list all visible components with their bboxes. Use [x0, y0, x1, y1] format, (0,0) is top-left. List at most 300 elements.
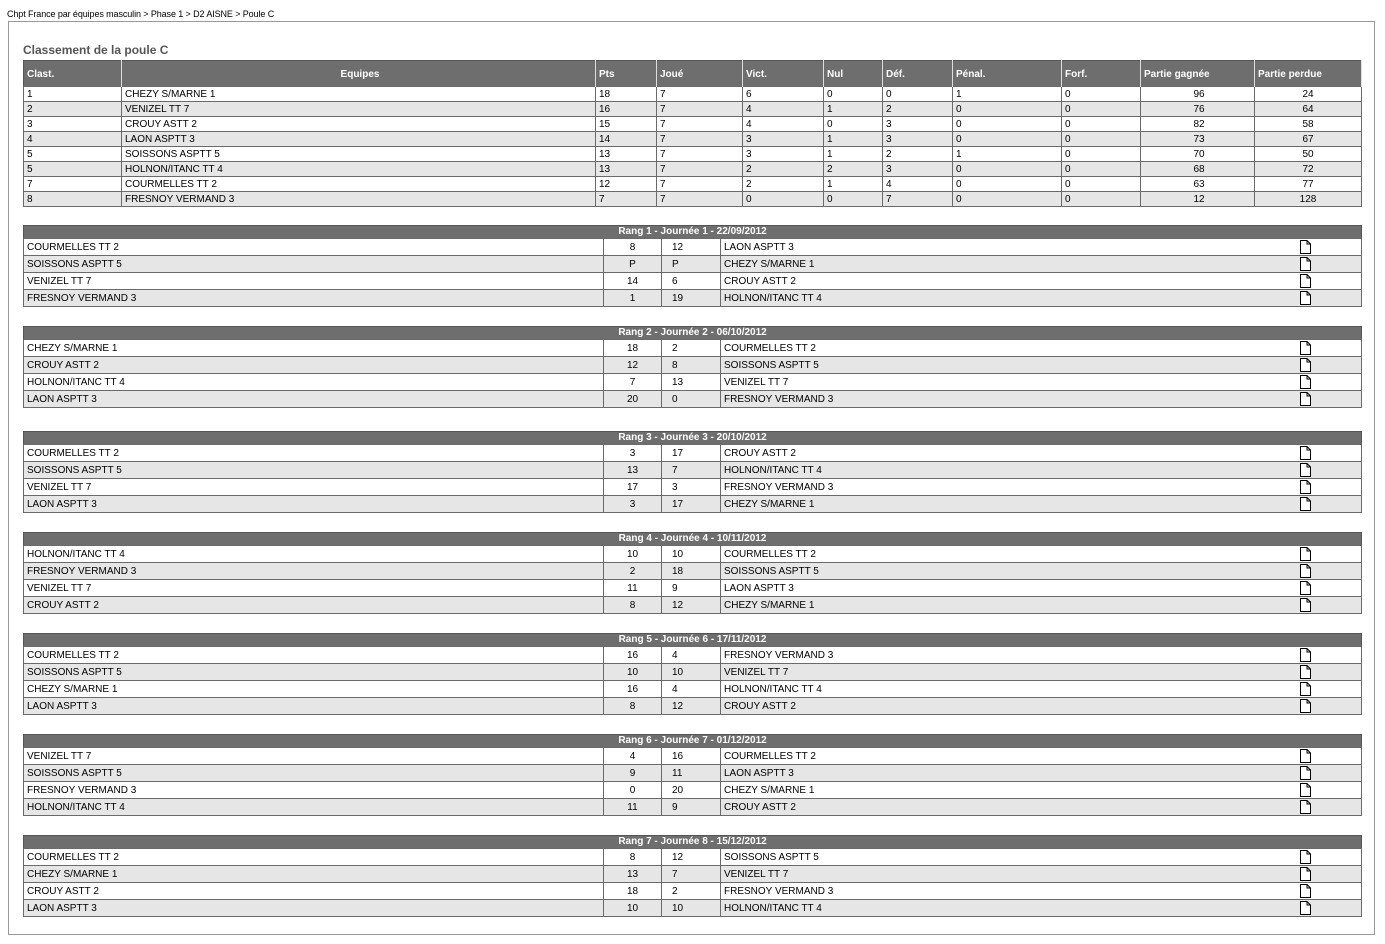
match-row [24, 782, 1362, 799]
match-sheet-cell[interactable] [1300, 866, 1362, 883]
home-team: LAON ASPTT 3 [24, 900, 604, 917]
document-icon[interactable] [1300, 547, 1311, 561]
standings-cell: 1 [824, 147, 883, 162]
standings-cell: 72 [1255, 162, 1362, 177]
standings-cell: 0 [1062, 87, 1141, 102]
col-header-def: Déf. [883, 61, 953, 87]
round-title: Rang 5 - Journée 6 - 17/11/2012 [24, 634, 1362, 647]
standings-row [24, 177, 1362, 192]
match-sheet-cell[interactable] [1300, 340, 1362, 357]
standings-cell: 0 [1062, 177, 1141, 192]
standings-cell: 0 [1062, 102, 1141, 117]
standings-cell: 2 [743, 177, 824, 192]
round-table [23, 225, 1362, 307]
home-score: 13 [604, 866, 662, 883]
document-icon[interactable] [1300, 648, 1311, 662]
home-score: 0 [604, 782, 662, 799]
away-score: 9 [662, 580, 721, 597]
standings-cell: 63 [1141, 177, 1255, 192]
standings-cell: 8 [24, 192, 122, 207]
away-score: 10 [662, 546, 721, 563]
match-sheet-cell[interactable] [1300, 681, 1362, 698]
document-icon[interactable] [1300, 564, 1311, 578]
away-score: 18 [662, 563, 721, 580]
away-team: FRESNOY VERMAND 3 [721, 647, 1300, 664]
home-score: 7 [604, 374, 662, 391]
match-row [24, 681, 1362, 698]
match-sheet-cell[interactable] [1300, 462, 1362, 479]
home-team: VENIZEL TT 7 [24, 479, 604, 496]
standings-cell: 68 [1141, 162, 1255, 177]
home-team: CHEZY S/MARNE 1 [24, 681, 604, 698]
standings-cell: LAON ASPTT 3 [122, 132, 596, 147]
home-score: 11 [604, 580, 662, 597]
away-score: 17 [662, 445, 721, 462]
document-icon[interactable] [1300, 480, 1311, 494]
away-team: CHEZY S/MARNE 1 [721, 597, 1300, 614]
standings-cell: 0 [1062, 132, 1141, 147]
away-score: 4 [662, 681, 721, 698]
match-sheet-cell[interactable] [1300, 357, 1362, 374]
standings-cell: FRESNOY VERMAND 3 [122, 192, 596, 207]
standings-cell: 7 [24, 177, 122, 192]
match-row [24, 563, 1362, 580]
col-header-partie-gagnee: Partie gagnée [1141, 61, 1255, 87]
match-row [24, 290, 1362, 307]
document-icon[interactable] [1300, 783, 1311, 797]
standings-cell: COURMELLES TT 2 [122, 177, 596, 192]
home-team: LAON ASPTT 3 [24, 391, 604, 408]
home-score: 16 [604, 647, 662, 664]
standings-cell: 50 [1255, 147, 1362, 162]
home-team: FRESNOY VERMAND 3 [24, 290, 604, 307]
home-score: 8 [604, 239, 662, 256]
away-score: 12 [662, 239, 721, 256]
standings-row [24, 117, 1362, 132]
away-score: 10 [662, 900, 721, 917]
standings-row [24, 192, 1362, 207]
match-row [24, 580, 1362, 597]
round-title: Rang 2 - Journée 2 - 06/10/2012 [24, 327, 1362, 340]
page-title: Classement de la poule C [23, 43, 169, 57]
home-score: 1 [604, 290, 662, 307]
away-score: 8 [662, 357, 721, 374]
standings-cell: 128 [1255, 192, 1362, 207]
standings-cell: 0 [883, 87, 953, 102]
away-team: CROUY ASTT 2 [721, 273, 1300, 290]
away-score: 12 [662, 849, 721, 866]
document-icon[interactable] [1300, 497, 1311, 511]
away-team: CROUY ASTT 2 [721, 445, 1300, 462]
document-icon[interactable] [1300, 665, 1311, 679]
standings-cell: CROUY ASTT 2 [122, 117, 596, 132]
home-score: 2 [604, 563, 662, 580]
match-sheet-cell[interactable] [1300, 849, 1362, 866]
match-sheet-cell[interactable] [1300, 290, 1362, 307]
document-icon[interactable] [1300, 274, 1311, 288]
match-row [24, 647, 1362, 664]
home-team: CROUY ASTT 2 [24, 597, 604, 614]
home-team: COURMELLES TT 2 [24, 239, 604, 256]
document-icon[interactable] [1300, 800, 1311, 814]
col-header-vict: Vict. [743, 61, 824, 87]
standings-cell: 7 [596, 192, 657, 207]
home-team: HOLNON/ITANC TT 4 [24, 546, 604, 563]
standings-cell: 67 [1255, 132, 1362, 147]
away-score: 6 [662, 273, 721, 290]
away-score: 3 [662, 479, 721, 496]
match-sheet-cell[interactable] [1300, 445, 1362, 462]
standings-cell: 12 [1141, 192, 1255, 207]
standings-cell: 4 [883, 177, 953, 192]
col-header-clast: Clast. [24, 61, 122, 87]
standings-cell: 73 [1141, 132, 1255, 147]
standings-cell: 16 [596, 102, 657, 117]
round-table [23, 734, 1362, 816]
home-team: COURMELLES TT 2 [24, 849, 604, 866]
away-team: CHEZY S/MARNE 1 [721, 782, 1300, 799]
standings-row [24, 147, 1362, 162]
standings-cell: 1 [824, 177, 883, 192]
standings-cell: 1 [953, 87, 1062, 102]
match-sheet-cell[interactable] [1300, 782, 1362, 799]
document-icon[interactable] [1300, 392, 1311, 406]
away-score: 2 [662, 340, 721, 357]
standings-cell: 15 [596, 117, 657, 132]
standings-cell: 0 [953, 162, 1062, 177]
standings-cell: 7 [657, 117, 743, 132]
home-score: 8 [604, 597, 662, 614]
match-sheet-cell[interactable] [1300, 496, 1362, 513]
match-sheet-cell[interactable] [1300, 374, 1362, 391]
home-score: 8 [604, 849, 662, 866]
standings-table [23, 60, 1362, 207]
col-header-equipes: Equipes [122, 61, 596, 87]
standings-cell: 2 [883, 102, 953, 117]
match-row [24, 900, 1362, 917]
standings-cell: 70 [1141, 147, 1255, 162]
standings-cell: 3 [743, 132, 824, 147]
standings-row [24, 102, 1362, 117]
home-score: 10 [604, 900, 662, 917]
home-team: COURMELLES TT 2 [24, 647, 604, 664]
match-sheet-cell[interactable] [1300, 563, 1362, 580]
away-team: FRESNOY VERMAND 3 [721, 883, 1300, 900]
standings-cell: 2 [824, 162, 883, 177]
round-header-row [24, 432, 1362, 445]
home-team: VENIZEL TT 7 [24, 580, 604, 597]
standings-cell: 7 [657, 162, 743, 177]
away-team: HOLNON/ITANC TT 4 [721, 290, 1300, 307]
document-icon[interactable] [1300, 581, 1311, 595]
match-row [24, 883, 1362, 900]
standings-cell: 0 [953, 192, 1062, 207]
standings-cell: VENIZEL TT 7 [122, 102, 596, 117]
standings-cell: 6 [743, 87, 824, 102]
home-team: FRESNOY VERMAND 3 [24, 563, 604, 580]
home-team: HOLNON/ITANC TT 4 [24, 374, 604, 391]
standings-cell: 0 [953, 132, 1062, 147]
document-icon[interactable] [1300, 358, 1311, 372]
document-icon[interactable] [1300, 884, 1311, 898]
home-team: COURMELLES TT 2 [24, 445, 604, 462]
standings-cell: 24 [1255, 87, 1362, 102]
home-score: 16 [604, 681, 662, 698]
standings-cell: 0 [824, 117, 883, 132]
home-score: 10 [604, 546, 662, 563]
match-sheet-cell[interactable] [1300, 698, 1362, 715]
standings-cell: 1 [824, 132, 883, 147]
round-header-row [24, 836, 1362, 849]
standings-cell: 1 [953, 147, 1062, 162]
standings-cell: 3 [883, 117, 953, 132]
away-team: LAON ASPTT 3 [721, 580, 1300, 597]
document-icon[interactable] [1300, 598, 1311, 612]
home-score: 12 [604, 357, 662, 374]
home-team: VENIZEL TT 7 [24, 273, 604, 290]
match-sheet-cell[interactable] [1300, 479, 1362, 496]
home-score: 3 [604, 496, 662, 513]
round-table [23, 431, 1362, 513]
match-sheet-cell[interactable] [1300, 256, 1362, 273]
home-team: HOLNON/ITANC TT 4 [24, 799, 604, 816]
away-score: 9 [662, 799, 721, 816]
away-team: VENIZEL TT 7 [721, 664, 1300, 681]
match-row [24, 799, 1362, 816]
match-row [24, 391, 1362, 408]
col-header-penal: Pénal. [953, 61, 1062, 87]
match-row [24, 374, 1362, 391]
round-title: Rang 6 - Journée 7 - 01/12/2012 [24, 735, 1362, 748]
match-sheet-cell[interactable] [1300, 239, 1362, 256]
match-sheet-cell[interactable] [1300, 647, 1362, 664]
standings-cell: 0 [743, 192, 824, 207]
home-score: 4 [604, 748, 662, 765]
home-team: SOISSONS ASPTT 5 [24, 462, 604, 479]
match-row [24, 597, 1362, 614]
home-team: CROUY ASTT 2 [24, 357, 604, 374]
standings-cell: 0 [953, 102, 1062, 117]
match-sheet-cell[interactable] [1300, 273, 1362, 290]
home-score: 18 [604, 340, 662, 357]
standings-cell: 7 [657, 192, 743, 207]
match-row [24, 664, 1362, 681]
standings-cell: 0 [1062, 162, 1141, 177]
match-sheet-cell[interactable] [1300, 799, 1362, 816]
breadcrumb: Chpt France par équipes masculin > Phase 1 > D2 AISNE > Poule C [7, 9, 275, 19]
standings-header-row [24, 61, 1362, 87]
away-score: 13 [662, 374, 721, 391]
document-icon[interactable] [1300, 291, 1311, 305]
away-score: 7 [662, 866, 721, 883]
standings-cell: 0 [1062, 117, 1141, 132]
document-icon[interactable] [1300, 699, 1311, 713]
standings-cell: 3 [743, 147, 824, 162]
home-score: P [604, 256, 662, 273]
standings-cell: 82 [1141, 117, 1255, 132]
away-score: 7 [662, 462, 721, 479]
round-title: Rang 1 - Journée 1 - 22/09/2012 [24, 226, 1362, 239]
match-row [24, 239, 1362, 256]
document-icon[interactable] [1300, 682, 1311, 696]
match-sheet-cell[interactable] [1300, 597, 1362, 614]
document-icon[interactable] [1300, 257, 1311, 271]
round-header-row [24, 327, 1362, 340]
match-row [24, 698, 1362, 715]
standings-cell: 5 [24, 147, 122, 162]
match-row [24, 445, 1362, 462]
home-team: SOISSONS ASPTT 5 [24, 765, 604, 782]
home-team: SOISSONS ASPTT 5 [24, 664, 604, 681]
away-score: 12 [662, 597, 721, 614]
standings-cell: 64 [1255, 102, 1362, 117]
match-sheet-cell[interactable] [1300, 546, 1362, 563]
document-icon[interactable] [1300, 850, 1311, 864]
standings-cell: 2 [883, 147, 953, 162]
standings-row [24, 162, 1362, 177]
away-team: SOISSONS ASPTT 5 [721, 563, 1300, 580]
standings-cell: 7 [657, 87, 743, 102]
away-score: 11 [662, 765, 721, 782]
home-team: FRESNOY VERMAND 3 [24, 782, 604, 799]
standings-cell: 77 [1255, 177, 1362, 192]
home-score: 9 [604, 765, 662, 782]
round-header-row [24, 533, 1362, 546]
standings-cell: 3 [883, 162, 953, 177]
home-team: CROUY ASTT 2 [24, 883, 604, 900]
home-score: 11 [604, 799, 662, 816]
away-team: COURMELLES TT 2 [721, 340, 1300, 357]
document-icon[interactable] [1300, 867, 1311, 881]
away-score: 4 [662, 647, 721, 664]
standings-cell: 3 [24, 117, 122, 132]
away-team: FRESNOY VERMAND 3 [721, 479, 1300, 496]
match-row [24, 256, 1362, 273]
round-title: Rang 3 - Journée 3 - 20/10/2012 [24, 432, 1362, 445]
standings-cell: 4 [743, 117, 824, 132]
match-row [24, 357, 1362, 374]
standings-cell: 0 [1062, 192, 1141, 207]
away-score: 16 [662, 748, 721, 765]
away-team: VENIZEL TT 7 [721, 866, 1300, 883]
standings-cell: 0 [1062, 147, 1141, 162]
home-score: 3 [604, 445, 662, 462]
col-header-partie-perdue: Partie perdue [1255, 61, 1362, 87]
standings-cell: 0 [824, 192, 883, 207]
match-sheet-cell[interactable] [1300, 391, 1362, 408]
home-team: CHEZY S/MARNE 1 [24, 340, 604, 357]
home-score: 14 [604, 273, 662, 290]
standings-cell: 2 [24, 102, 122, 117]
round-table [23, 835, 1362, 917]
away-team: CROUY ASTT 2 [721, 698, 1300, 715]
standings-cell: 4 [743, 102, 824, 117]
standings-cell: SOISSONS ASPTT 5 [122, 147, 596, 162]
document-icon[interactable] [1300, 341, 1311, 355]
away-score: 20 [662, 782, 721, 799]
match-row [24, 546, 1362, 563]
away-team: LAON ASPTT 3 [721, 765, 1300, 782]
standings-cell: 0 [953, 117, 1062, 132]
match-sheet-cell[interactable] [1300, 765, 1362, 782]
standings-cell: 14 [596, 132, 657, 147]
match-sheet-cell[interactable] [1300, 900, 1362, 917]
document-icon[interactable] [1300, 240, 1311, 254]
standings-cell: HOLNON/ITANC TT 4 [122, 162, 596, 177]
home-team: CHEZY S/MARNE 1 [24, 866, 604, 883]
away-team: FRESNOY VERMAND 3 [721, 391, 1300, 408]
match-row [24, 340, 1362, 357]
away-team: COURMELLES TT 2 [721, 748, 1300, 765]
away-score: 2 [662, 883, 721, 900]
away-score: 10 [662, 664, 721, 681]
match-sheet-cell[interactable] [1300, 580, 1362, 597]
match-row [24, 462, 1362, 479]
round-header-row [24, 735, 1362, 748]
away-team: COURMELLES TT 2 [721, 546, 1300, 563]
round-header-row [24, 226, 1362, 239]
document-icon[interactable] [1300, 749, 1311, 763]
away-score: 17 [662, 496, 721, 513]
away-team: CHEZY S/MARNE 1 [721, 256, 1300, 273]
home-score: 17 [604, 479, 662, 496]
standings-cell: 1 [824, 102, 883, 117]
standings-cell: 3 [883, 132, 953, 147]
away-team: VENIZEL TT 7 [721, 374, 1300, 391]
standings-cell: 96 [1141, 87, 1255, 102]
round-table [23, 633, 1362, 715]
standings-cell: 7 [657, 102, 743, 117]
standings-cell: 7 [657, 177, 743, 192]
standings-cell: 2 [743, 162, 824, 177]
standings-cell: 18 [596, 87, 657, 102]
standings-cell: 13 [596, 162, 657, 177]
away-score: P [662, 256, 721, 273]
standings-cell: 0 [824, 87, 883, 102]
document-icon[interactable] [1300, 463, 1311, 477]
round-title: Rang 7 - Journée 8 - 15/12/2012 [24, 836, 1362, 849]
away-team: HOLNON/ITANC TT 4 [721, 900, 1300, 917]
away-team: CHEZY S/MARNE 1 [721, 496, 1300, 513]
standings-cell: 5 [24, 162, 122, 177]
document-icon[interactable] [1300, 446, 1311, 460]
match-sheet-cell[interactable] [1300, 883, 1362, 900]
document-icon[interactable] [1300, 901, 1311, 915]
match-row [24, 765, 1362, 782]
standings-cell: 1 [24, 87, 122, 102]
away-score: 0 [662, 391, 721, 408]
col-header-joue: Joué [657, 61, 743, 87]
match-row [24, 496, 1362, 513]
home-score: 18 [604, 883, 662, 900]
match-sheet-cell[interactable] [1300, 748, 1362, 765]
document-icon[interactable] [1300, 766, 1311, 780]
standings-cell: 4 [24, 132, 122, 147]
match-row [24, 479, 1362, 496]
round-title: Rang 4 - Journée 4 - 10/11/2012 [24, 533, 1362, 546]
away-team: SOISSONS ASPTT 5 [721, 357, 1300, 374]
standings-cell: 0 [953, 177, 1062, 192]
document-icon[interactable] [1300, 375, 1311, 389]
match-row [24, 273, 1362, 290]
home-team: VENIZEL TT 7 [24, 748, 604, 765]
standings-cell: 12 [596, 177, 657, 192]
match-sheet-cell[interactable] [1300, 664, 1362, 681]
home-score: 20 [604, 391, 662, 408]
standings-cell: 58 [1255, 117, 1362, 132]
home-team: SOISSONS ASPTT 5 [24, 256, 604, 273]
away-score: 12 [662, 698, 721, 715]
